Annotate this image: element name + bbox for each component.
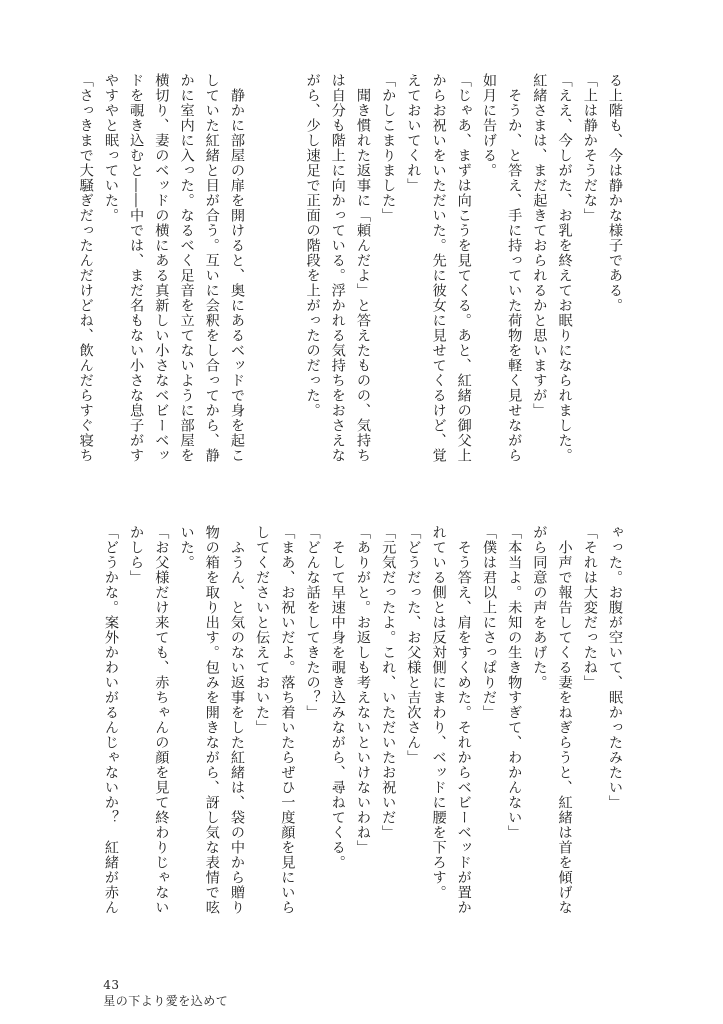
text-line: 「お父様だけ来ても、赤ちゃんの顔を見て終わりじゃない — [153, 525, 170, 915]
text-line: 「さっきまで大騒ぎだったんだけどね、飲んだらすぐ寝ち — [77, 73, 94, 463]
text-line — [274, 73, 299, 491]
text-line: ふうん、と気のない返事をした紅緒は、袋の中から贈り — [228, 525, 245, 915]
text-line: る上階も、今は静かな様子である。 — [607, 73, 623, 313]
text-line: がら、少し速足で正面の階段を上がったのだった。 — [304, 73, 321, 418]
text-line: 「ええ、今しがた、お乳を終えてお眠りになられました。 — [556, 73, 573, 463]
text-line — [249, 73, 274, 491]
text-line: 横切り、妻のベッドの横にある真新しい小さなベビーベッ — [153, 73, 170, 463]
text-line: れている側とは反対側にまわり、ベッドに腰を下ろす。 — [430, 525, 447, 900]
text-line: 「まあ、お祝いだよ。落ち着いたらぜひ一度顔を見にいら — [279, 525, 296, 915]
text-line: 「上は静かそうだな」 — [581, 73, 598, 223]
text-line: かしら」 — [128, 525, 145, 585]
text-line: 「どうだった、お父様と吉次さん」 — [405, 525, 422, 765]
text-line: 小声で報告してくる妻をねぎらうと、紅緒は首を傾げな — [556, 525, 573, 915]
page-number: 43 — [103, 978, 120, 992]
text-line: 聞き慣れた返事に「頼んだよ」と答えたものの、気持ち — [354, 73, 371, 463]
text-line: 「それは大変だったね」 — [581, 525, 598, 690]
text-line: がら同意の声をあげた。 — [531, 525, 548, 690]
text-line: は自分も階上に向かっている。浮かれる気持ちをおさえな — [329, 73, 346, 463]
text-line: えておいてくれ」 — [405, 73, 422, 193]
text-line: かに室内に入った。なるべく足音を立てないように部屋を — [178, 73, 195, 463]
text-line: 「僕は君以上にさっぱりだ」 — [480, 525, 497, 720]
text-line: 物の箱を取り出す。包みを開きながら、訝し気な表情で呟 — [203, 525, 220, 915]
book-title: 星の下より愛を込めて — [103, 994, 229, 1008]
text-line: 「どんな話をしてきたの？」 — [304, 525, 321, 720]
text-line: 「ありがと。お返しも考えないといけないわね」 — [354, 525, 371, 855]
text-line: 「かしこまりました」 — [380, 73, 397, 223]
text-line: やすやと眠っていた。 — [102, 73, 119, 223]
text-line: ドを覗き込むと――中では、まだ名もない小さな息子がす — [128, 73, 145, 463]
text-line: ゃった。お腹が空いて、眠かったみたい」 — [607, 525, 623, 810]
text-block-bottom — [102, 525, 627, 943]
page-footer — [86, 964, 228, 1023]
text-line: 静かに部屋の扉を開けると、奥にあるベッドで身を起こ — [228, 73, 245, 463]
text-line: 紅緒さまは、まだ起きておられるかと思いますが」 — [531, 73, 548, 418]
text-line: そして早速中身を覗き込みながら、尋ねてくる。 — [329, 525, 346, 870]
text-line: いた。 — [178, 525, 195, 570]
text-line: してくださいと伝えておいた」 — [254, 525, 271, 735]
text-line: そう答え、肩をすくめた。それからベビーベッドが置か — [455, 525, 472, 915]
text-line: 如月に告げる。 — [480, 73, 497, 178]
text-line: 「じゃあ、まずは向こうを見てくる。あと、紅緒の御父上 — [455, 73, 472, 463]
text-line: 「どうかな。案外かわいがるんじゃないか？ 紅緒が赤ん — [102, 525, 119, 915]
text-line: 「元気だったよ。これ、いただいたお祝いだ」 — [380, 525, 397, 840]
text-line: そうか、と答え、手に持っていた荷物を軽く見せながら — [506, 73, 523, 463]
text-line: していた紅緒と目が合う。互いに会釈をし合ってから、静 — [203, 73, 220, 463]
text-line: からお祝いをいただいた。先に彼女に見せてくるけど、覚 — [430, 73, 447, 463]
text-block-top — [77, 73, 627, 491]
text-line: 「本当よ。未知の生き物すぎて、わかんない」 — [506, 525, 523, 840]
